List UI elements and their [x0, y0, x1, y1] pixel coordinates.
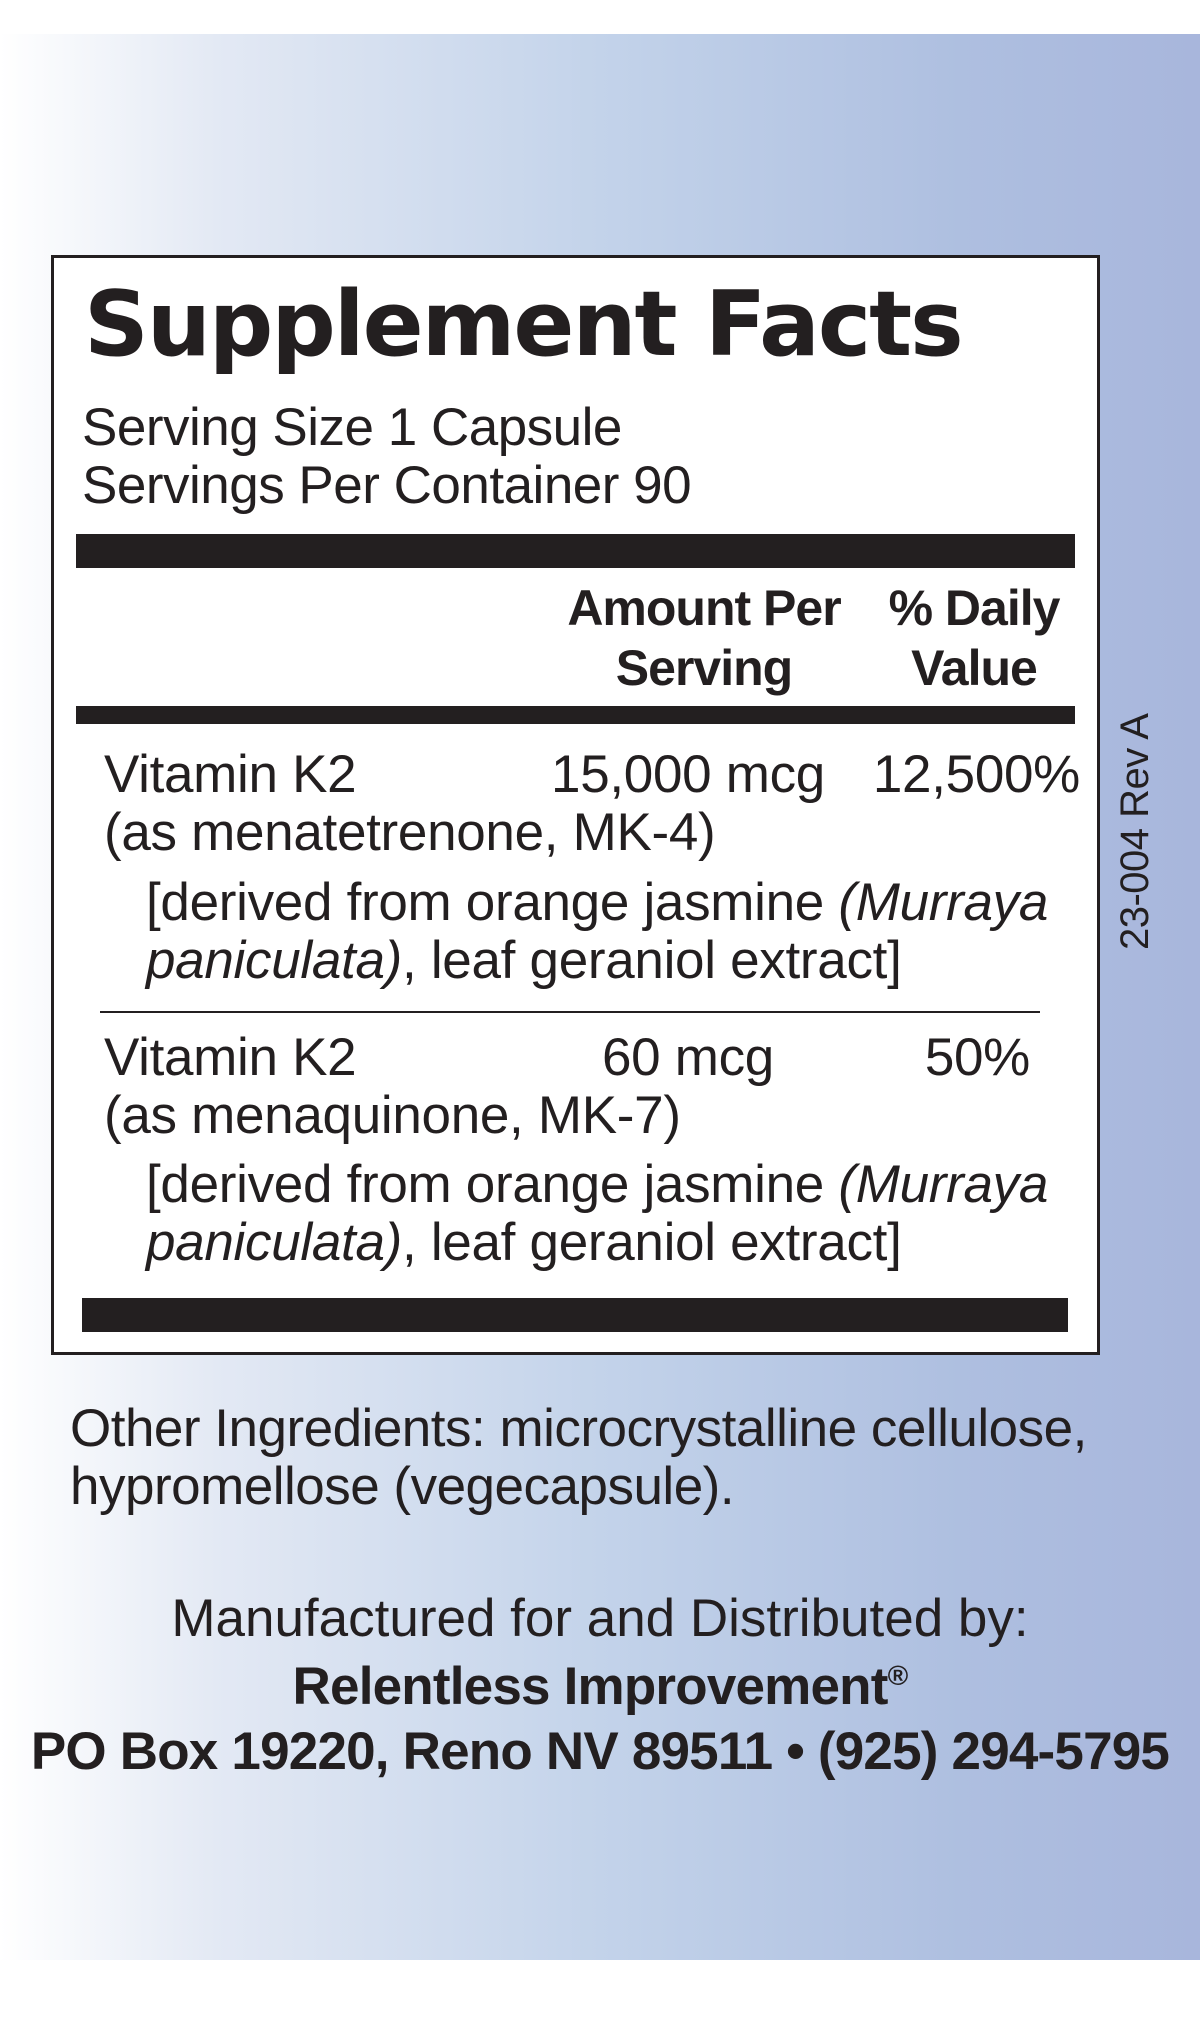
panel-title: Supplement Facts: [84, 272, 962, 377]
source-latin-species: paniculata): [146, 931, 402, 990]
dv-header-line1: % Daily: [888, 580, 1060, 636]
source-latin-genus: (Murraya: [838, 873, 1049, 932]
nutrient-form: (as menatetrenone, MK-4): [104, 803, 716, 862]
daily-value-header: [859, 578, 1089, 698]
source-text-end: , leaf geraniol extract]: [401, 1213, 902, 1272]
nutrient-daily-value: 50%: [924, 1028, 1030, 1087]
manufacturer-address: PO Box 19220, Reno NV 89511 • (925) 294-5795: [30, 1722, 1170, 1781]
amount-header-line1: Amount Per: [567, 580, 841, 636]
source-latin-genus: (Murraya: [838, 1155, 1049, 1214]
nutrient-source-cont: [146, 1213, 902, 1272]
servings-per-container: Servings Per Container 90: [82, 456, 692, 515]
nutrient-name: Vitamin K2: [104, 745, 357, 804]
nutrient-source: [146, 873, 1049, 932]
medium-rule: [76, 706, 1075, 724]
supplement-facts-panel: [51, 255, 1100, 1355]
source-text: [derived from orange jasmine: [146, 1155, 839, 1214]
amount-header-line2: Serving: [615, 640, 793, 696]
revision-code: 23-004 Rev A: [1113, 713, 1157, 950]
serving-size: Serving Size 1 Capsule: [82, 398, 622, 457]
nutrient-source: [146, 1155, 1049, 1214]
amount-per-serving-header: [524, 578, 884, 698]
nutrient-amount: 15,000 mcg: [551, 745, 825, 804]
thick-rule-top: [76, 534, 1075, 568]
manufacturer-intro: Manufactured for and Distributed by:: [171, 1589, 1029, 1648]
row-divider: [100, 1011, 1040, 1013]
source-latin-species: paniculata): [146, 1213, 402, 1272]
nutrient-source-cont: [146, 931, 902, 990]
manufacturer-company: [0, 1657, 1200, 1716]
nutrient-form: (as menaquinone, MK-7): [104, 1086, 681, 1145]
thick-rule-bottom: [82, 1298, 1068, 1332]
dv-header-line2: Value: [911, 640, 1037, 696]
nutrient-name: Vitamin K2: [104, 1028, 357, 1087]
nutrient-daily-value: 12,500%: [872, 745, 1080, 804]
registered-mark: ®: [887, 1660, 908, 1691]
source-text-end: , leaf geraniol extract]: [401, 931, 902, 990]
company-name: Relentless Improvement: [292, 1657, 888, 1716]
nutrient-amount: 60 mcg: [601, 1028, 774, 1087]
other-ingredients: Other Ingredients: microcrystalline cellulose, hypromellose (vegecapsule).: [70, 1399, 1087, 1516]
source-text: [derived from orange jasmine: [146, 873, 839, 932]
